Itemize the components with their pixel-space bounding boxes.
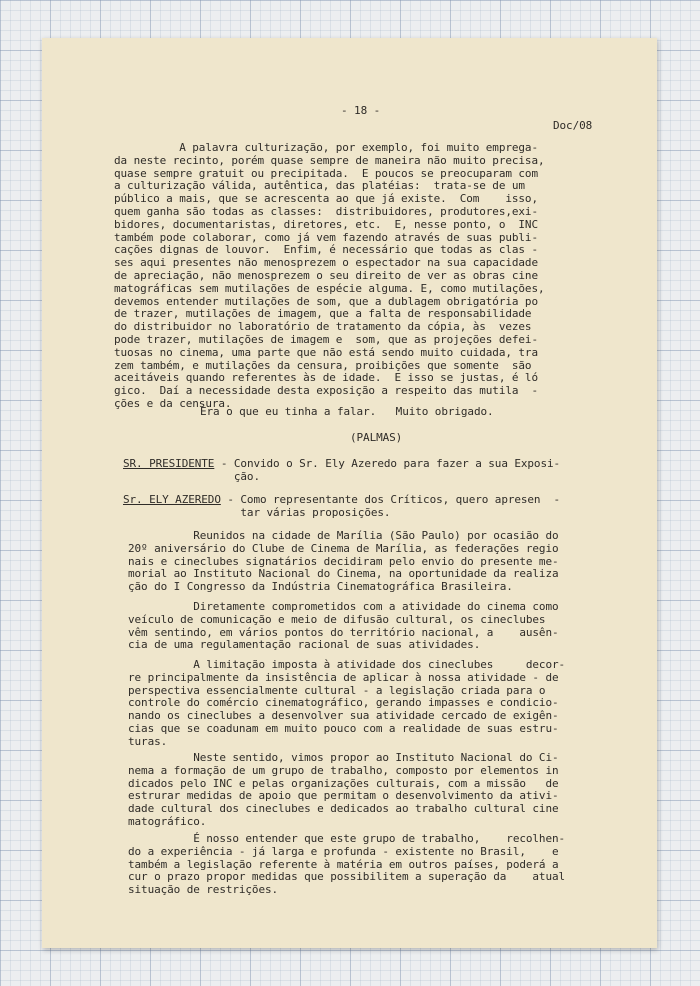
memorial-paragraph: Neste sentido, vimos propor ao Instituto Nacional do Ci- nema a formação de um grupo de trabalho, composto por elementos in dicados pelo INC e pelas organizações culturais, com a missão de estrurar medidas de apoio que permitam o desenvolvimento da ativi- dade cultural dos cineclubes e dedicados ao trabalho cultural cine matográfico. <box>128 751 559 828</box>
speech-text: - Convido o Sr. Ely Azeredo para fazer a sua Exposi- ção. <box>220 457 561 483</box>
speaker-name: Sr. ELY AZEREDO <box>123 493 221 506</box>
memorial-paragraph: Reunidos na cidade de Marília (São Paulo) por ocasião do 20º aniversário do Clube de Cinema de Marília, as federações regio nais e cineclubes signatários decidiram pelo envio do presente me- morial ao Instituto Nacional do Cinema, na oportunidade da realiza ção do I Congresso da Indústria Cinematográfica Brasileira. <box>128 529 559 594</box>
memorial-paragraph: A limitação imposta à atividade dos cineclubes decor- re principalmente da insistência de aplicar à nossa atividade - de perspectiva essencialmente cultural - a legislação criada para o controle do comércio cinematográfico, gerando impasses e condicio- nando os cineclubes a desenvolver sua atividade cercado de exigên- cias que se coadunam em muito pouco com a realidade de suas estru- turas. <box>128 658 566 748</box>
typed-document-page <box>42 38 657 948</box>
memorial-paragraph: É nosso entender que este grupo de trabalho, recolhen- do a experiência - já larga e profunda - existente no Brasil, e também a legislação referente à matéria em outros países, poderá a cur o prazo propor medidas que possibilitem a superação da atual situação de restrições. <box>128 832 566 897</box>
applause-note: (PALMAS) <box>350 431 403 444</box>
speaker-name: SR. PRESIDENTE <box>123 457 215 470</box>
memorial-paragraph: Diretamente comprometidos com a atividade do cinema como veículo de comunicação e meio de difusão cultural, os cineclubes vêm sentindo, em vários pontos do território nacional, a ausên- cia de uma regulamentação racional de suas atividades. <box>128 600 559 652</box>
speech-text: - Como representante dos Críticos, quero apresen - tar várias proposições. <box>227 493 561 519</box>
doc-reference: Doc/08 <box>553 119 593 132</box>
speech-presidente <box>123 458 560 484</box>
intro-paragraph: A palavra culturização, por exemplo, foi muito emprega- da neste recinto, porém quase sempre de maneira não muito precisa, quase sempre gratuit ou precipitada. E poucos se preocuparam com a culturização válida, autêntica, das platéias: trata-se de um público a mais, que se acrescenta ao que já existe. Com isso, quem ganha são todas as classes: distribuidores, produtores,exi- bidores, documentaristas, diretores, etc. E, nesse ponto, o INC também pode colaborar, como já vem fazendo através de suas publi- cações dignas de louvor. Enfim, é necessário que todas as clas - ses aqui presentes não menosprezem o espectador na sua capacidade de apreciação, não menosprezem o seu direito de ver as obras cine matográficas sem mutilações de espécie alguma. E, como mutilações, devemos entender mutilações de som, que a dublagem obrigatória po de trazer, mutilações de imagem, que a falta de responsabilidade do distribuidor no laboratório de tratamento da cópia, às vezes pode trazer, mutilações de imagem e som, que as projeções defei- tuosas no cinema, uma parte que não está sendo muito cuidada, tra zem também, e mutilações da censura, proibições que somente são aceitáveis quando referentes às de idade. E isso se justas, é ló gico. Daí a necessidade desta exposição a respeito das mutila - ções e da censura. <box>114 141 545 410</box>
page-number: - 18 - <box>341 104 381 117</box>
speech-ely-azeredo <box>123 494 560 520</box>
thanks-line: Era o que eu tinha a falar. Muito obrigado. <box>200 405 494 418</box>
